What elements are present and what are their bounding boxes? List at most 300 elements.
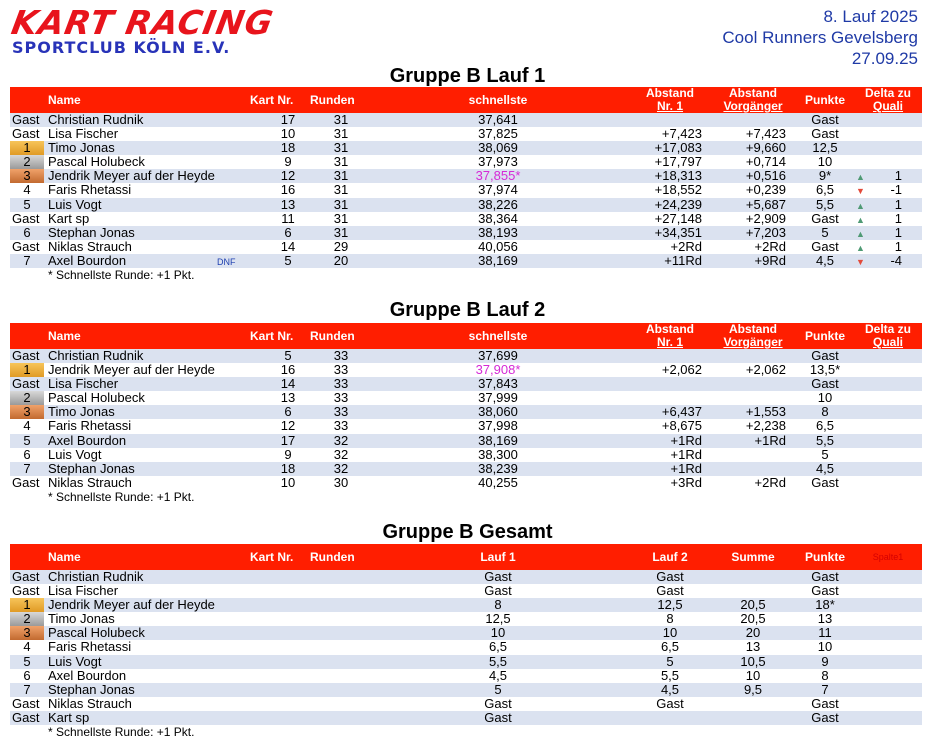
position-cell: 3 [10, 405, 44, 419]
kart-number: 6 [284, 404, 292, 420]
table-row [10, 669, 922, 683]
position-cell: Gast [12, 695, 40, 711]
points: Gast [811, 474, 839, 490]
table-row [10, 476, 922, 490]
kart-number: 12 [280, 168, 296, 184]
position-cell: 7 [23, 681, 31, 697]
table-row [10, 127, 922, 141]
best-lap: 38,060 [478, 404, 518, 420]
table-row [10, 198, 922, 212]
lauf1-points: 5 [494, 681, 502, 697]
lauf2-points: Gast [656, 583, 684, 599]
race2-footnote: * Schnellste Runde: +1 Pkt. [48, 489, 195, 504]
table-row [10, 711, 922, 725]
driver-name: Stephan Jonas [48, 681, 135, 697]
best-lap: 38,069 [478, 140, 518, 156]
triangle-up-icon: ▲ [856, 228, 865, 239]
laps: 33 [333, 348, 349, 363]
race1-title: Gruppe B Lauf 1 [389, 65, 546, 87]
best-lap: 38,226 [478, 196, 518, 212]
total-points: 13 [817, 611, 833, 627]
kart-number: 16 [280, 362, 296, 378]
position-cell: 1 [10, 141, 44, 155]
table-row [10, 377, 922, 391]
laps: 31 [333, 210, 349, 226]
position-cell: 3 [10, 169, 44, 183]
position-cell: 1 [10, 598, 44, 612]
position-cell: 7 [23, 460, 31, 476]
points: 6,5 [815, 182, 835, 198]
table-row [10, 183, 922, 197]
laps: 20 [333, 252, 349, 268]
col-runden: Runden [310, 329, 355, 343]
position-cell: 3 [10, 626, 44, 640]
points: 10 [817, 154, 833, 170]
total-header [10, 544, 922, 570]
laps: 33 [333, 404, 349, 420]
table-row [10, 640, 922, 654]
table-row [10, 570, 922, 584]
laps: 31 [333, 112, 349, 127]
points: 13,5* [809, 362, 841, 378]
lauf1-points: 12,5 [485, 611, 511, 627]
best-lap: 40,255 [478, 474, 518, 490]
driver-name: Luis Vogt [48, 196, 102, 212]
driver-name: Luis Vogt [48, 653, 102, 669]
kart-number: 16 [280, 182, 296, 198]
laps: 31 [333, 168, 349, 184]
table-row [10, 598, 922, 612]
table-row [10, 434, 922, 448]
driver-name: Faris Rhetassi [48, 182, 132, 198]
position-cell: 2 [10, 391, 44, 405]
total-points: Gast [811, 709, 839, 725]
driver-name: Lisa Fischer [48, 376, 119, 392]
total-points: Gast [811, 569, 839, 584]
gap-leader: +27,148 [654, 210, 702, 226]
kart-number: 17 [280, 432, 296, 448]
position-cell: Gast [12, 348, 40, 363]
table-row [10, 240, 922, 254]
table-row [10, 254, 922, 268]
delta-quali: 1 [894, 224, 902, 240]
gap-previous: +9Rd [754, 252, 786, 268]
col-delta-l1: Delta zu [864, 322, 911, 336]
driver-name: Axel Bourdon [48, 432, 127, 448]
lauf2-points: 4,5 [660, 681, 680, 697]
col-runden: Runden [310, 93, 355, 107]
position-cell: Gast [12, 709, 40, 725]
col-abstand-vorg-l2: Vorgänger [723, 99, 783, 113]
event-info [722, 6, 918, 69]
position-cell: 6 [23, 667, 31, 683]
lauf1-points: Gast [484, 695, 512, 711]
driver-name: Lisa Fischer [48, 126, 119, 142]
table-row [10, 155, 922, 169]
best-lap: 38,169 [478, 252, 518, 268]
triangle-up-icon: ▲ [856, 242, 865, 253]
kart-number: 11 [281, 210, 295, 226]
best-lap: 37,999 [478, 390, 518, 406]
driver-name: Stephan Jonas [48, 224, 135, 240]
table-row [10, 391, 922, 405]
club-logo [8, 3, 277, 57]
col-runden: Runden [310, 550, 355, 564]
table-row [10, 212, 922, 226]
laps: 33 [333, 362, 349, 378]
kart-number: 12 [280, 418, 296, 434]
driver-name: Jendrik Meyer auf der Heyde [48, 362, 215, 378]
gap-leader: +11Rd [664, 252, 702, 268]
sum-points: 20,5 [740, 611, 766, 627]
table-row [10, 626, 922, 640]
laps: 29 [333, 238, 349, 254]
gap-leader: +6,437 [661, 404, 702, 420]
laps: 32 [333, 446, 349, 462]
laps: 31 [333, 182, 349, 198]
position-cell: 2 [10, 155, 44, 169]
driver-name: Luis Vogt [48, 446, 102, 462]
col-spalte1: Spalte1 [872, 552, 904, 562]
lauf1-points: 4,5 [488, 667, 508, 683]
col-delta-l1: Delta zu [864, 86, 911, 100]
gap-previous: +7,423 [745, 126, 786, 142]
position-cell: Gast [12, 210, 40, 226]
col-punkte: Punkte [804, 93, 845, 107]
col-kart: Kart Nr. [250, 93, 294, 107]
kart-number: 6 [284, 224, 292, 240]
table-row [10, 363, 922, 377]
delta-quali: -4 [890, 252, 902, 268]
total-points: 9 [821, 653, 829, 669]
driver-name: Christian Rudnik [48, 112, 144, 127]
position-cell: Gast [12, 474, 40, 490]
total-points: Gast [811, 695, 839, 711]
position-cell: 4 [23, 182, 31, 198]
lauf2-points: 10 [662, 625, 678, 641]
driver-name: Pascal Holubeck [48, 154, 145, 170]
driver-name: Timo Jonas [48, 140, 115, 156]
best-lap: 37,974 [478, 182, 518, 198]
kart-number: 18 [280, 140, 296, 156]
triangle-down-icon: ▼ [856, 186, 865, 197]
points: Gast [811, 126, 839, 142]
col-abstand-vorg-l1: Abstand [729, 322, 777, 336]
delta-quali: 1 [894, 196, 902, 212]
sum-points: 9,5 [743, 681, 763, 697]
table-row [10, 141, 922, 155]
points: 5,5 [815, 196, 835, 212]
driver-name: Niklas Strauch [48, 238, 132, 254]
kart-number: 10 [280, 126, 296, 142]
col-abstand-nr1-l2: Nr. 1 [656, 99, 683, 113]
best-lap: 37,855* [475, 168, 521, 184]
col-lauf2: Lauf 2 [652, 550, 688, 564]
table-row [10, 419, 922, 433]
col-delta-l2: Quali [872, 99, 903, 113]
table-row [10, 349, 922, 363]
event-round: 8. Lauf 2025 [823, 7, 918, 26]
triangle-up-icon: ▲ [856, 200, 865, 211]
col-abstand-nr1-l1: Abstand [646, 322, 694, 336]
driver-name: Faris Rhetassi [48, 418, 132, 434]
table-row [10, 697, 922, 711]
position-cell: 5 [23, 432, 31, 448]
gap-previous: +2,062 [745, 362, 786, 378]
gap-leader: +7,423 [661, 126, 702, 142]
kart-number: 9 [284, 154, 292, 170]
best-lap: 40,056 [478, 238, 518, 254]
laps: 31 [333, 224, 349, 240]
sum-points: 10 [745, 667, 761, 683]
kart-number: 5 [284, 252, 292, 268]
points: Gast [811, 376, 839, 392]
lauf2-points: 5,5 [660, 667, 680, 683]
total-points: 10 [817, 639, 833, 655]
col-abstand-nr1-l1: Abstand [646, 86, 694, 100]
position-cell: Gast [12, 376, 40, 392]
position-cell: 4 [23, 418, 31, 434]
points: 10 [817, 390, 833, 406]
race2-table [10, 323, 922, 504]
col-abstand-vorg-l2: Vorgänger [723, 335, 783, 349]
driver-name: Pascal Holubeck [48, 390, 145, 406]
driver-name: Christian Rudnik [48, 569, 144, 584]
best-lap: 37,843 [478, 376, 518, 392]
driver-name: Timo Jonas [48, 611, 115, 627]
laps: 32 [333, 460, 349, 476]
col-schnellste: schnellste [468, 329, 528, 343]
sum-points: 20 [745, 625, 761, 641]
points: 12,5 [812, 140, 838, 156]
points: 4,5 [815, 460, 835, 476]
lauf2-points: Gast [656, 569, 684, 584]
gap-leader: +2,062 [661, 362, 702, 378]
table-row [10, 113, 922, 127]
delta-quali: -1 [890, 182, 902, 198]
col-summe: Summe [731, 550, 775, 564]
laps: 31 [333, 196, 349, 212]
best-lap: 38,193 [478, 224, 518, 240]
laps: 31 [333, 126, 349, 142]
driver-name: Niklas Strauch [48, 695, 132, 711]
event-date: 27.09.25 [851, 49, 918, 68]
position-cell: 6 [23, 446, 31, 462]
lauf1-points: Gast [484, 569, 512, 584]
points: 9* [818, 168, 832, 184]
points: 6,5 [815, 418, 835, 434]
col-delta [856, 87, 920, 113]
gap-leader: +24,239 [654, 196, 702, 212]
position-cell: 5 [23, 196, 31, 212]
driver-name: Axel Bourdon [48, 252, 127, 268]
position-cell: Gast [12, 583, 40, 599]
sum-points: 20,5 [740, 597, 766, 613]
total-points: 18* [815, 597, 835, 613]
col-punkte: Punkte [804, 329, 845, 343]
gap-leader: +17,083 [654, 140, 702, 156]
lauf1-points: 5,5 [488, 653, 508, 669]
col-abstand-nr1 [630, 87, 710, 113]
driver-name: Niklas Strauch [48, 474, 132, 490]
best-lap: 37,825 [478, 126, 518, 142]
col-abstand-vorg-l1: Abstand [729, 86, 777, 100]
position-cell: 4 [23, 639, 31, 655]
points: Gast [811, 210, 839, 226]
driver-name: Axel Bourdon [48, 667, 127, 683]
points: 5 [821, 224, 829, 240]
total-title: Gruppe B Gesamt [382, 521, 553, 543]
gap-previous: +9,660 [745, 140, 786, 156]
total-points: Gast [811, 583, 839, 599]
triangle-up-icon: ▲ [856, 172, 865, 183]
race1-table [10, 87, 922, 282]
table-row [10, 448, 922, 462]
kart-number: 10 [280, 474, 296, 490]
race1-footnote: * Schnellste Runde: +1 Pkt. [48, 268, 195, 283]
table-row [10, 405, 922, 419]
kart-number: 18 [280, 460, 296, 476]
col-abstand-nr1-l2: Nr. 1 [656, 335, 683, 349]
gap-previous: +1,553 [745, 404, 786, 420]
driver-name: Jendrik Meyer auf der Heyde [48, 168, 215, 184]
laps: 32 [333, 432, 349, 448]
gap-leader: +1Rd [670, 460, 702, 476]
col-lauf1: Lauf 1 [480, 550, 516, 564]
logo-kart-racing: KART RACING [8, 3, 277, 42]
total-footnote: * Schnellste Runde: +1 Pkt. [48, 725, 195, 740]
position-cell: 7 [23, 252, 31, 268]
gap-leader: +1Rd [670, 446, 702, 462]
laps: 33 [333, 418, 349, 434]
gap-previous: +0,714 [745, 154, 786, 170]
col-name: Name [48, 550, 81, 564]
col-name: Name [48, 93, 81, 107]
position-cell: Gast [12, 569, 40, 584]
gap-leader: +18,552 [654, 182, 702, 198]
kart-number: 13 [280, 390, 296, 406]
best-lap: 37,699 [478, 348, 518, 363]
driver-name: Faris Rhetassi [48, 639, 132, 655]
kart-number: 13 [280, 196, 296, 212]
laps: 30 [333, 474, 349, 490]
col-punkte: Punkte [804, 550, 845, 564]
lauf2-points: 6,5 [660, 639, 680, 655]
table-row [10, 683, 922, 697]
col-schnellste: schnellste [468, 93, 528, 107]
position-cell: 6 [23, 224, 31, 240]
lauf1-points: 8 [494, 597, 502, 613]
kart-number: 14 [280, 376, 296, 392]
points: 5 [821, 446, 829, 462]
best-lap: 37,998 [478, 418, 518, 434]
delta-quali: 1 [894, 210, 902, 226]
best-lap: 38,300 [478, 446, 518, 462]
position-cell: Gast [12, 238, 40, 254]
table-row [10, 462, 922, 476]
table-row [10, 655, 922, 669]
driver-name: Lisa Fischer [48, 583, 119, 599]
kart-number: 17 [280, 112, 296, 127]
sum-points: 10,5 [740, 653, 766, 669]
table-row [10, 612, 922, 626]
sum-points: 13 [745, 639, 761, 655]
driver-name: Kart sp [48, 210, 90, 226]
lauf2-points: 12,5 [657, 597, 683, 613]
driver-name: Jendrik Meyer auf der Heyde [48, 597, 215, 613]
race2-header [10, 323, 922, 349]
table-row [10, 584, 922, 598]
driver-name: Timo Jonas [48, 404, 115, 420]
gap-leader: +8,675 [661, 418, 702, 434]
gap-leader: +1Rd [670, 432, 702, 448]
gap-previous: +0,239 [745, 182, 786, 198]
logo-sportclub: SPORTCLUB KÖLN E.V. [12, 38, 231, 57]
event-track: Cool Runners Gevelsberg [722, 28, 918, 47]
gap-previous: +2,238 [745, 418, 786, 434]
lauf1-points: Gast [484, 583, 512, 599]
total-points: 11 [818, 625, 832, 641]
total-points: 7 [821, 681, 829, 697]
kart-number: 14 [280, 238, 296, 254]
gap-leader: +18,313 [654, 168, 702, 184]
lauf2-points: 8 [666, 611, 674, 627]
lauf2-points: 5 [666, 653, 674, 669]
points: Gast [811, 348, 839, 363]
gap-leader: +34,351 [654, 224, 702, 240]
triangle-down-icon: ▼ [856, 256, 865, 267]
delta-quali: 1 [894, 238, 902, 254]
gap-leader: +17,797 [654, 154, 702, 170]
position-cell: 5 [23, 653, 31, 669]
race1-header [10, 87, 922, 113]
position-cell: 1 [10, 363, 44, 377]
table-row [10, 226, 922, 240]
driver-name: Christian Rudnik [48, 348, 144, 363]
position-cell: Gast [12, 112, 40, 127]
col-abstand-vorg [713, 87, 793, 113]
col-kart: Kart Nr. [250, 329, 294, 343]
lauf1-points: Gast [484, 709, 512, 725]
kart-number: 9 [284, 446, 292, 462]
driver-name: Stephan Jonas [48, 460, 135, 476]
gap-previous: +0,516 [745, 168, 786, 184]
gap-leader: +2Rd [670, 238, 702, 254]
total-points: 8 [821, 667, 829, 683]
lauf2-points: Gast [656, 695, 684, 711]
gap-previous: +2Rd [754, 474, 786, 490]
lauf1-points: 10 [490, 625, 506, 641]
gap-previous: +1Rd [754, 432, 786, 448]
col-delta [856, 323, 920, 349]
best-lap: 37,908* [475, 362, 521, 378]
laps: 33 [333, 376, 349, 392]
col-abstand-nr1 [630, 323, 710, 349]
gap-previous: +7,203 [745, 224, 786, 240]
col-kart: Kart Nr. [250, 550, 294, 564]
best-lap: 38,364 [478, 210, 518, 226]
best-lap: 37,641 [478, 112, 518, 127]
laps: 31 [333, 154, 349, 170]
gap-previous: +2Rd [754, 238, 786, 254]
total-table [10, 544, 922, 739]
points: 4,5 [815, 252, 835, 268]
delta-quali: 1 [894, 168, 902, 184]
lauf1-points: 6,5 [488, 639, 508, 655]
col-abstand-vorg [713, 323, 793, 349]
points: 5,5 [815, 432, 835, 448]
driver-name: Pascal Holubeck [48, 625, 145, 641]
